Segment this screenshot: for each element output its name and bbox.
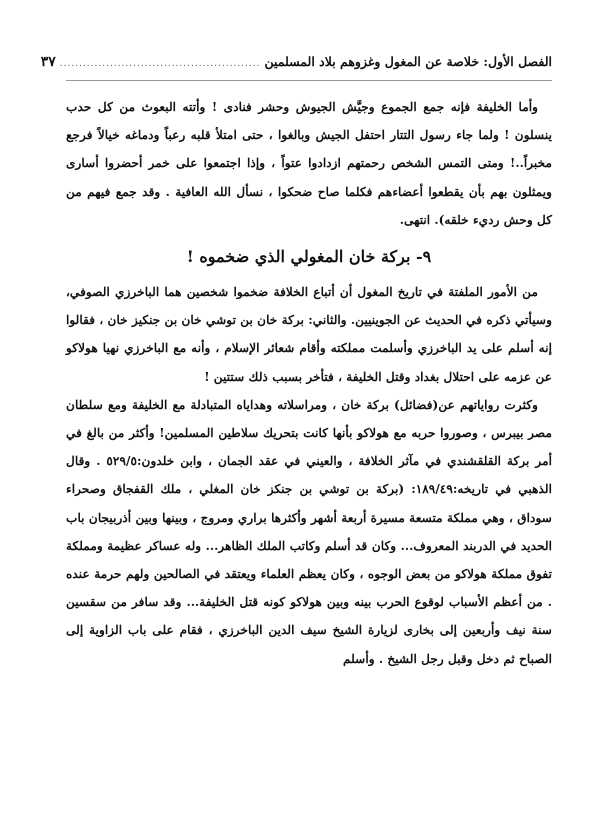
paragraph-berke-intro: من الأمور الملفتة في تاريخ المغول أن أتباع الخلافة ضخموا شخصين هما الباخرزي الصوفي، وسيأتي ذكره في الحديث عن الجوينيين. والثاني: بركة خان بن توشي خان بن جنكيز خان ، فقالوا إنه أسلم على يد الباخرزي وأسلمت مملكته وأقام شعائر الإسلام ، وأنه مع الباخرزي نهيا هولاكو عن عزمه على احتلال بغداد وقتل الخليفة ، فتأخر بسبب ذلك ستتين ! [66,285,552,384]
paragraph-caliph-armies: وأما الخليفة فإنه جمع الجموع وجيَّش الجيوش وحشر فنادى ! وأتته البعوث من كل حدب ينسلون ! ولما جاء رسول التتار احتفل الجيش وبالغوا ، حتى امتلأ قلبه رعباً ودماغه خيالاً فرجع مخبراً..! ومتى التمس الشخص رحمتهم ازدادوا عتواً ، وإذا اجتمعوا على خمر أحضروا أسارى ويمثلون بهم بأن يقطعوا أعضاءهم فكلما صاح ضحكوا ، نسأل الله العافية . وقد جمع فيهم من كل وحش رديء خلقه). انتهى. [66,100,552,227]
book-page [40,54,552,673]
section-heading: ٩- بركة خان المغولي الذي ضخموه ! [186,247,432,267]
chapter-title: الفصل الأول: خلاصة عن المغول وغزوهم بلاد المسلمين [264,54,552,69]
leader-dots: .................................................... [59,59,261,69]
running-header [40,54,552,81]
page-number: ٣٧ [40,54,56,70]
paragraph-berke-narratives: وكثرت رواياتهم عن(فضائل) بركة خان ، ومراسلاته وهداياه المتبادلة مع الخليفة ومع سلطان مصر بيبرس ، وصوروا حربه مع هولاكو بأنها كانت بتحريك سلاطين المسلمين! وأكثر من بالغ في أمر بركة القلقشندي في مآثر الخلافة ، والعيني في عقد الجمان ، وابن خلدون:٥٢٩/٥ . وقال الذهبي في تاريخه:١٨٩/٤٩: (بركة بن توشي بن جنكز خان المغلي ، ملك القفجاق وصحراء سوداق ، وهي مملكة متسعة مسيرة أربعة أشهر وأكثرها براري ومروج ، وبينها وبين أذربيجان باب الحديد في الدربند المعروف... وكان قد أسلم وكاتب الملك الظاهر... وله عساكر عظيمة ومملكة تفوق مملكة هولاكو من بعض الوجوه ، وكان يعظم العلماء ويعتقد في الصالحين ولهم حرمة عنده . من أعظم الأسباب لوقوع الحرب بينه وبين هولاكو كونه قتل الخليفة... وقد سافر من سقسين سنة نيف وأربعين إلى بخارى لزيارة الشيخ سيف الدين الباخرزي ، فقام على باب الزاوية إلى الصباح ثم دخل وقبل رجل الشيخ . وأسلم [66,397,552,666]
